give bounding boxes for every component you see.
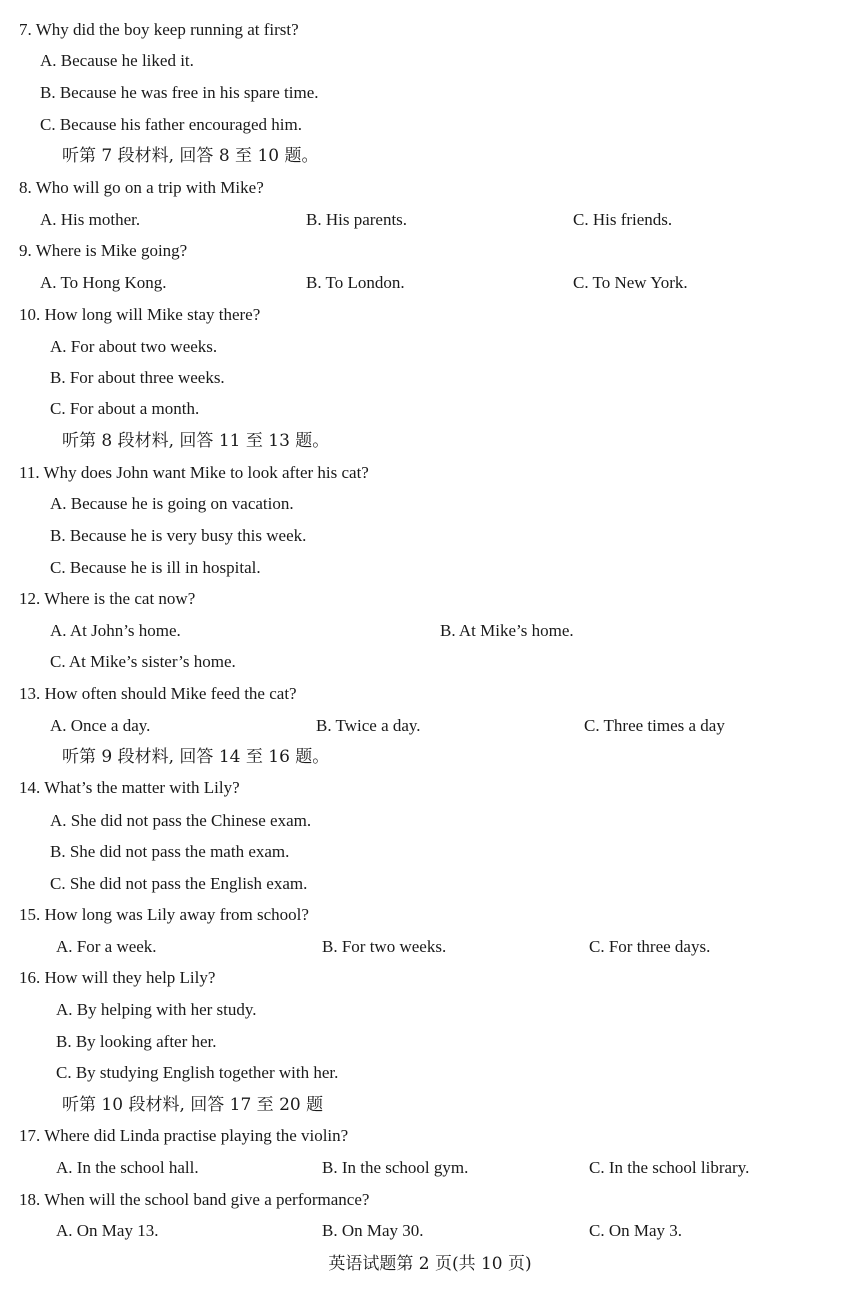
q13-option-c: C. Three times a day [584, 716, 725, 735]
q12-option-a: A. At John’s home. [50, 621, 181, 640]
q18-option-b: B. On May 30. [322, 1221, 424, 1240]
question-7: 7. Why did the boy keep running at first? [19, 20, 299, 39]
q14-option-c: C. She did not pass the English exam. [50, 874, 308, 893]
question-14: 14. What’s the matter with Lily? [19, 778, 240, 797]
question-13: 13. How often should Mike feed the cat? [19, 684, 297, 703]
q7-option-b: B. Because he was free in his spare time. [40, 83, 319, 102]
q16-option-a: A. By helping with her study. [56, 1000, 257, 1019]
question-8: 8. Who will go on a trip with Mike? [19, 178, 264, 197]
q11-option-b: B. Because he is very busy this week. [50, 526, 307, 545]
q15-option-a: A. For a week. [56, 937, 157, 956]
q12-option-c: C. At Mike’s sister’s home. [50, 652, 236, 671]
q8-option-c: C. His friends. [573, 210, 673, 229]
question-9: 9. Where is Mike going? [19, 241, 188, 260]
section-heading-10: 听第 10 段材料, 回答 17 至 20 题 [62, 1095, 324, 1115]
q10-option-b: B. For about three weeks. [50, 368, 225, 387]
q17-option-c: C. In the school library. [589, 1158, 750, 1177]
q9-option-c: C. To New York. [573, 273, 688, 292]
q16-option-c: C. By studying English together with her. [56, 1063, 339, 1082]
section-heading-9: 听第 9 段材料, 回答 14 至 16 题。 [62, 747, 330, 767]
q15-option-c: C. For three days. [589, 937, 711, 956]
q16-option-b: B. By looking after her. [56, 1032, 217, 1051]
q7-option-a: A. Because he liked it. [40, 51, 194, 70]
q7-option-c: C. Because his father encouraged him. [40, 115, 302, 134]
section-heading-8: 听第 8 段材料, 回答 11 至 13 题。 [62, 431, 330, 451]
q13-option-b: B. Twice a day. [316, 716, 421, 735]
q9-option-a: A. To Hong Kong. [40, 273, 167, 292]
q17-option-a: A. In the school hall. [56, 1158, 199, 1177]
page-footer: 英语试题第 2 页(共 10 页) [328, 1254, 532, 1274]
q18-option-c: C. On May 3. [589, 1221, 683, 1240]
q13-option-a: A. Once a day. [50, 716, 151, 735]
q15-option-b: B. For two weeks. [322, 937, 447, 956]
q8-option-a: A. His mother. [40, 210, 141, 229]
section-heading-7: 听第 7 段材料, 回答 8 至 10 题。 [62, 146, 319, 166]
q17-option-b: B. In the school gym. [322, 1158, 469, 1177]
q18-option-a: A. On May 13. [56, 1221, 159, 1240]
question-11: 11. Why does John want Mike to look after his cat? [19, 463, 369, 482]
q14-option-b: B. She did not pass the math exam. [50, 842, 290, 861]
q8-option-b: B. His parents. [306, 210, 408, 229]
q12-option-b: B. At Mike’s home. [440, 621, 574, 640]
q9-option-b: B. To London. [306, 273, 405, 292]
q11-option-c: C. Because he is ill in hospital. [50, 558, 261, 577]
question-16: 16. How will they help Lily? [19, 968, 216, 987]
question-18: 18. When will the school band give a performance? [19, 1190, 370, 1209]
q14-option-a: A. She did not pass the Chinese exam. [50, 811, 312, 830]
q10-option-c: C. For about a month. [50, 399, 200, 418]
question-15: 15. How long was Lily away from school? [19, 905, 309, 924]
question-17: 17. Where did Linda practise playing the violin? [19, 1126, 349, 1145]
q11-option-a: A. Because he is going on vacation. [50, 494, 294, 513]
question-10: 10. How long will Mike stay there? [19, 305, 261, 324]
question-12: 12. Where is the cat now? [19, 589, 196, 608]
q10-option-a: A. For about two weeks. [50, 337, 218, 356]
